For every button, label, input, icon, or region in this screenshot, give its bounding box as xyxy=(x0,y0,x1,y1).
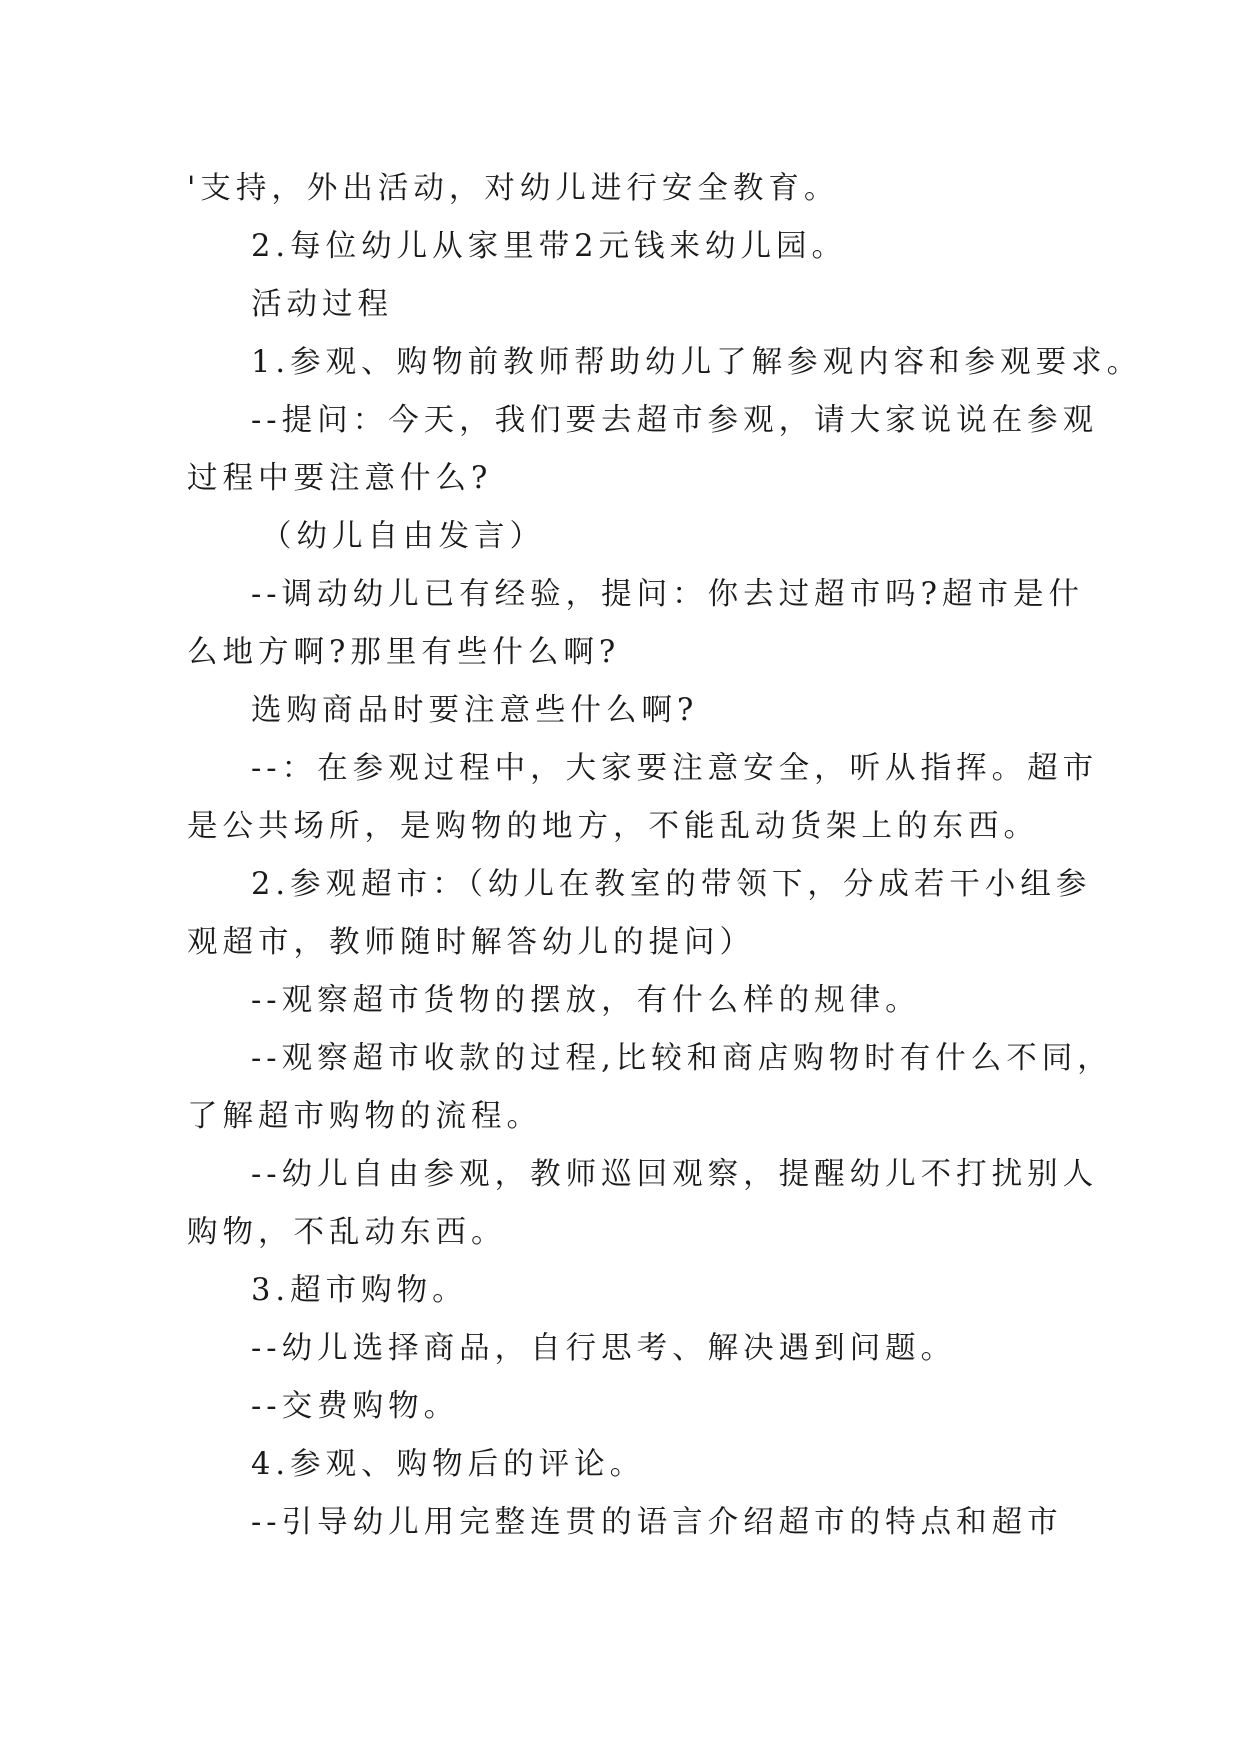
text-line: 过程中要注意什么? xyxy=(187,461,493,496)
text-line: 是公共场所，是购物的地方，不能乱动货架上的东西。 xyxy=(187,809,1039,844)
text-line: --调动幼儿已有经验，提问：你去过超市吗?超市是什 xyxy=(251,577,1084,612)
text-line: 么地方啊?那里有些什么啊? xyxy=(187,635,621,670)
text-line: （幼儿自由发言） xyxy=(261,519,545,554)
text-line: 观超市，教师随时解答幼儿的提问） xyxy=(187,925,755,960)
text-line: '支持，外出活动，对幼儿进行安全教育。 xyxy=(187,171,840,206)
text-line: --观察超市货物的摆放，有什么样的规律。 xyxy=(251,983,921,1018)
text-line: 3.超市购物。 xyxy=(251,1273,468,1308)
text-line: 了解超市购物的流程。 xyxy=(187,1099,542,1134)
text-line: --幼儿自由参观，教师巡回观察，提醒幼儿不打扰别人 xyxy=(251,1157,1099,1192)
text-line: --观察超市收款的过程,比较和商店购物时有什么不同， xyxy=(251,1041,1113,1076)
text-line: --幼儿选择商品，自行思考、解决遇到问题。 xyxy=(251,1331,957,1366)
section-heading: 活动过程 xyxy=(251,287,393,322)
text-line: 1.参观、购物前教师帮助幼儿了解参观内容和参观要求。 xyxy=(251,345,1143,380)
text-line: --引导幼儿用完整连贯的语言介绍超市的特点和超市 xyxy=(251,1505,1063,1540)
text-line: 2.每位幼儿从家里带2元钱来幼儿园。 xyxy=(251,229,848,264)
text-line: 购物，不乱动东西。 xyxy=(187,1215,507,1250)
text-line: 选购商品时要注意些什么啊? xyxy=(251,693,699,728)
document-body xyxy=(187,160,1143,1552)
text-line: 2.参观超市：（幼儿在教室的带领下，分成若干小组参 xyxy=(251,867,1092,902)
text-line: --交费购物。 xyxy=(251,1389,460,1424)
text-line: --：在参观过程中，大家要注意安全，听从指挥。超市 xyxy=(251,751,1099,786)
text-line: --提问：今天，我们要去超市参观，请大家说说在参观 xyxy=(251,403,1099,438)
text-line: 4.参观、购物后的评论。 xyxy=(251,1447,646,1482)
